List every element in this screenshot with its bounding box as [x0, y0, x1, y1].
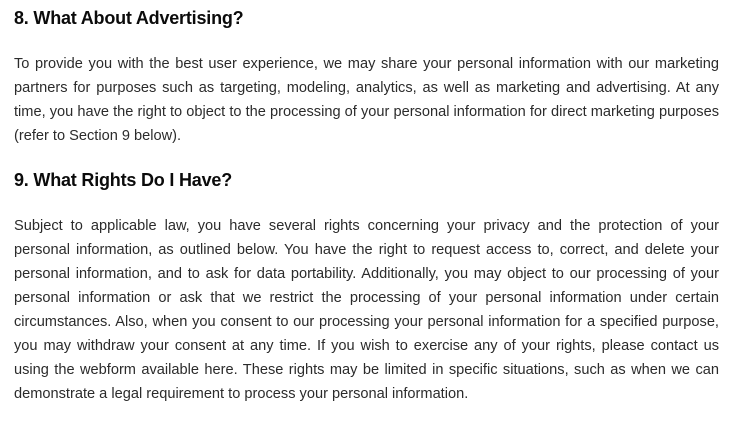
- section-heading-rights: 9. What Rights Do I Have?: [14, 170, 233, 190]
- section-paragraph-advertising: To provide you with the best user experience, we may share your personal information with our marketing partners for purposes such as targeting, modeling, analytics, as well as marketing and advertising. At any time, you have the right to object to the processing of your personal information for direct marketing purposes (refer to Section 9 below).: [14, 56, 719, 144]
- section-heading-advertising: 8. What About Advertising?: [14, 8, 244, 28]
- section-paragraph-rights: Subject to applicable law, you have several rights concerning your privacy and the protection of your personal information, as outlined below. You have the right to request access to, correct, and delete your personal information, and to ask for data portability. Additionally, you may object to our processing of your personal information or ask that we restrict the processing of your personal information under certain circumstances. Also, when you consent to our processing your personal information for a specified purpose, you may withdraw your consent at any time. If you wish to exercise any of your rights, please contact us using the webform available here. These rights may be limited in specific situations, such as when we can demonstrate a legal requirement to process your personal information.: [14, 218, 719, 402]
